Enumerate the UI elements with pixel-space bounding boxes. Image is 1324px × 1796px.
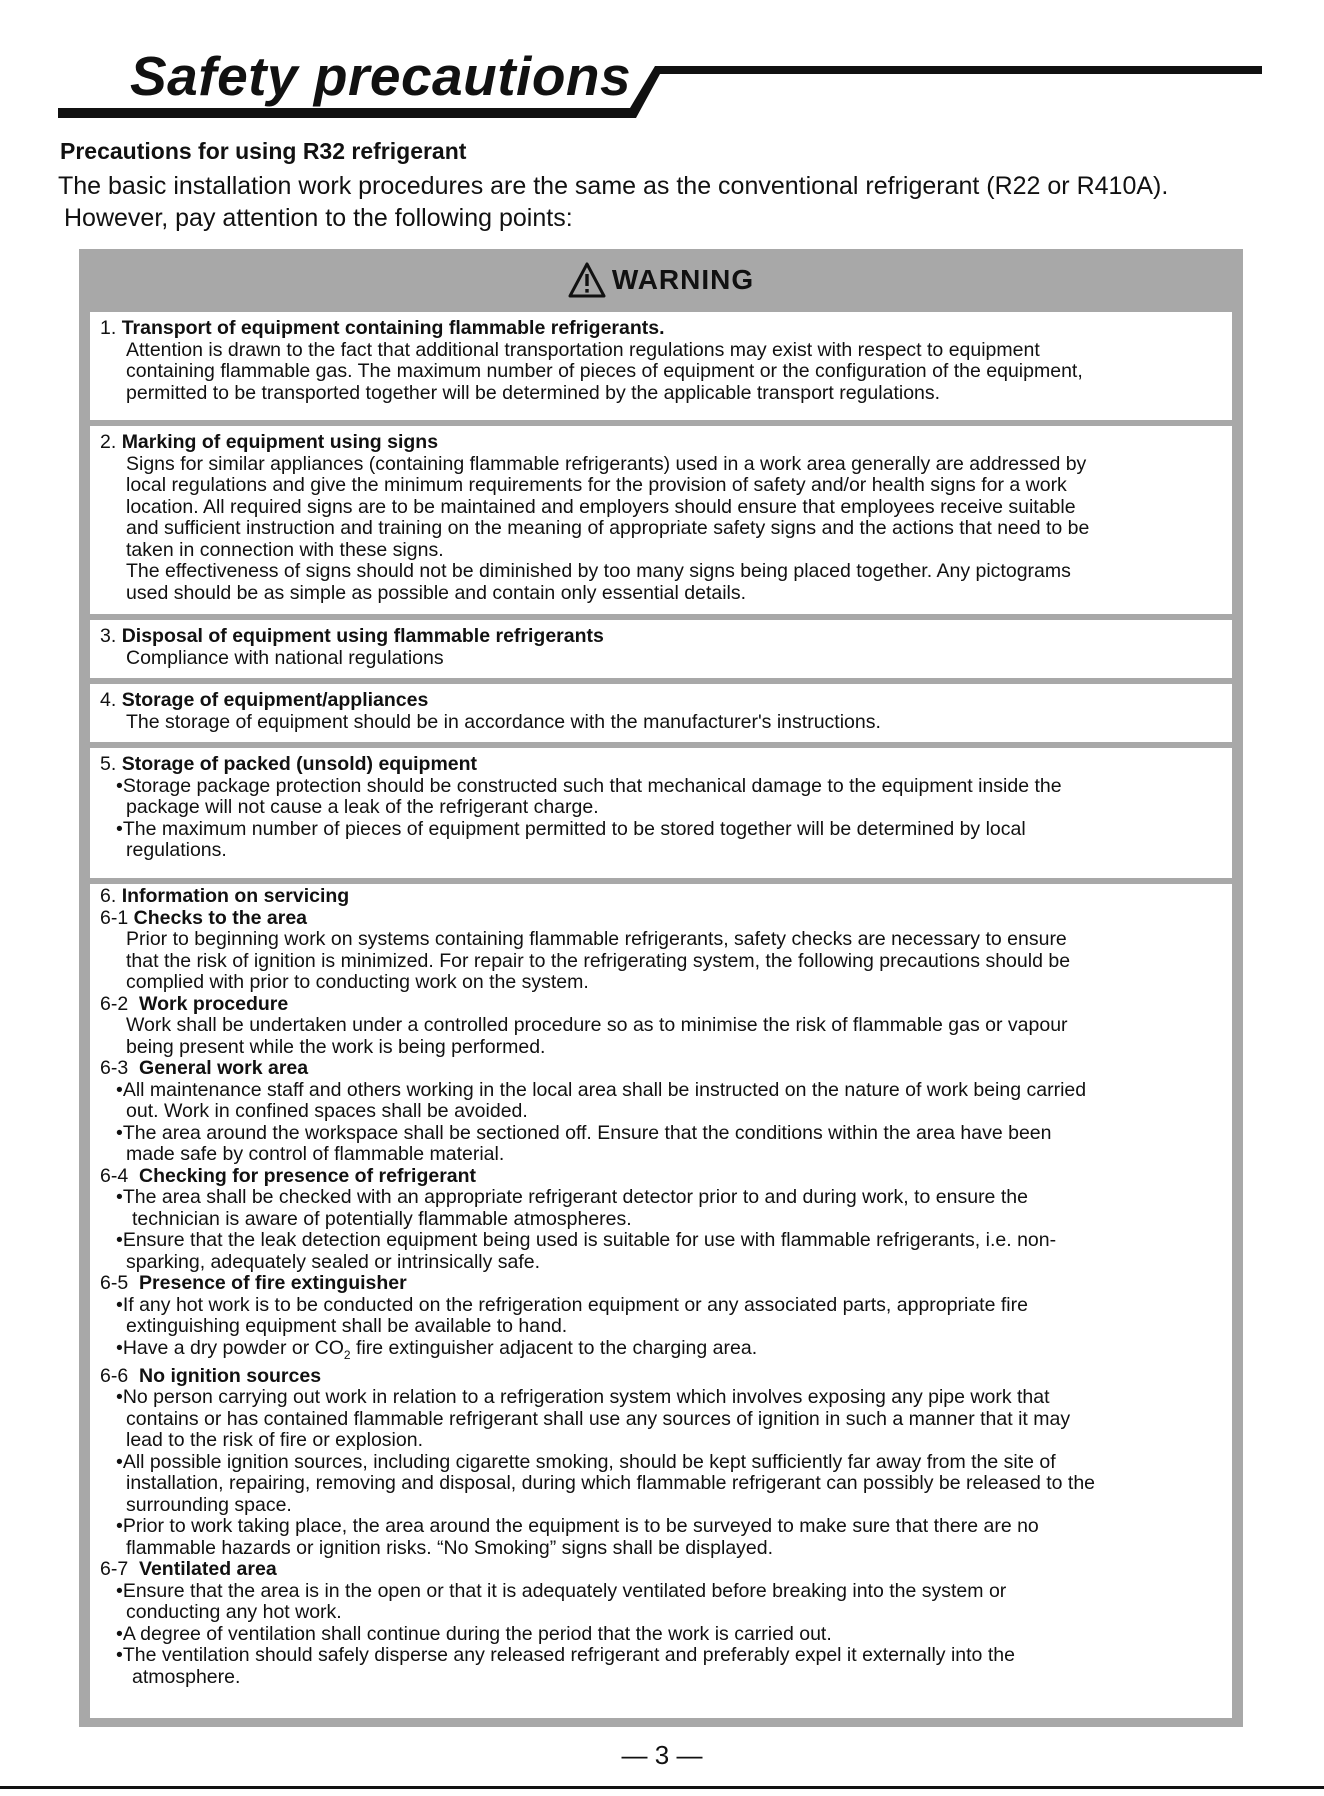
bullet-continuation: surrounding space.	[126, 1493, 292, 1516]
body-line: Attention is drawn to the fact that additional transportation regulations may exist with respect to equipment	[126, 338, 1040, 361]
item-body	[100, 454, 1232, 605]
item-body	[100, 712, 1232, 734]
subsection-number: 6-5	[100, 1272, 129, 1294]
body-line: Prior to beginning work on systems containing flammable refrigerants, safety checks are necessary to ensure	[126, 928, 1067, 950]
bullet-line: •The ventilation should safely disperse any released refrigerant and preferably expel it externally into the	[116, 1644, 1015, 1667]
body-line: used should be as simple as possible and contain only essential details.	[126, 581, 747, 604]
body-line: local regulations and give the minimum requirements for the provision of safety and/or health signs for a work	[126, 474, 1067, 496]
intro-paragraph	[58, 170, 1308, 234]
bullet-continuation: made safe by control of flammable material.	[126, 1143, 505, 1165]
item-number: 5.	[100, 753, 117, 775]
item-heading: Information on servicing	[121, 885, 350, 907]
bullet-line: •No person carrying out work in relation to a refrigeration system which involves exposing any pipe work that	[116, 1386, 1050, 1409]
bullet-continuation: regulations.	[126, 839, 227, 861]
subsection-number: 6-2	[100, 992, 129, 1015]
warning-title: WARNING	[611, 264, 755, 295]
subsection-heading: Work procedure	[139, 992, 289, 1015]
bullet-continuation: conducting any hot work.	[126, 1601, 342, 1624]
item-heading: Storage of equipment/appliances	[121, 689, 429, 711]
bullet-continuation: sparking, adequately sealed or intrinsically safe.	[126, 1250, 541, 1273]
item-number: 3.	[100, 625, 117, 647]
body-line: location. All required signs are to be maintained and employers should ensure that employees receive suitable	[126, 495, 1076, 518]
subsection-heading: Ventilated area	[139, 1558, 277, 1581]
subsection-number: 6-3	[100, 1057, 129, 1079]
subsection-title	[100, 1273, 1232, 1295]
bullet-line: •The area around the workspace shall be sectioned off. Ensure that the conditions within the area have been	[116, 1121, 1052, 1144]
item-number: 6.	[100, 885, 117, 907]
body-line: Signs for similar appliances (containing flammable refrigerants) used in a work area generally are addressed by	[126, 452, 1087, 475]
warning-item-servicing	[90, 884, 1232, 1718]
bullet-line: •If any hot work is to be conducted on the refrigeration equipment or any associated parts, appropriate fire	[116, 1293, 1028, 1316]
body-line: The storage of equipment should be in accordance with the manufacturer's instructions.	[126, 710, 881, 733]
subsection-heading: Checking for presence of refrigerant	[139, 1164, 477, 1187]
bullet-line: •Ensure that the area is in the open or that it is adequately ventilated before breaking into the system or	[116, 1579, 1007, 1602]
bullet-text: •Have a dry powder or CO	[116, 1336, 344, 1359]
bullet-line: •Ensure that the leak detection equipment being used is suitable for use with flammable refrigerants, i.e. non-	[116, 1229, 1057, 1251]
subsection-number: 6-7	[100, 1558, 129, 1581]
body-line: containing flammable gas. The maximum number of pieces of equipment or the configuration of the equipment,	[126, 360, 1083, 382]
body-line: permitted to be transported together will be determined by the applicable transport regulations.	[126, 381, 941, 404]
bullet-continuation: contains or has contained flammable refrigerant shall use any sources of ignition in such a manner that it may	[126, 1407, 1071, 1430]
body-line: and sufficient instruction and training on the meaning of appropriate safety signs and the actions that need to be	[126, 517, 1090, 539]
item-number: 2.	[100, 431, 117, 453]
bullet-continuation: extinguishing equipment shall be available to hand.	[126, 1315, 568, 1337]
section-subtitle: Precautions for using R32 refrigerant	[60, 138, 467, 164]
subsection-title	[100, 908, 1232, 930]
subsection-title	[100, 1058, 1232, 1080]
bullet-text: fire extinguisher adjacent to the charging area.	[350, 1336, 758, 1359]
subsection-heading: No ignition sources	[139, 1364, 322, 1387]
bullet-line: •The area shall be checked with an appropriate refrigerant detector prior to and during work, to ensure the	[116, 1186, 1028, 1208]
bullet-continuation: package will not cause a leak of the refrigerant charge.	[126, 796, 599, 818]
item-body	[100, 648, 1232, 670]
item-heading: Marking of equipment using signs	[121, 431, 439, 453]
bullet-continuation: technician is aware of potentially flammable atmospheres.	[132, 1207, 632, 1230]
page-header	[0, 0, 1324, 130]
bullet-line: •All maintenance staff and others working in the local area shall be instructed on the nature of work being carried	[116, 1078, 1087, 1101]
subsection-title	[100, 1366, 1232, 1388]
intro-line: The basic installation work procedures are the same as the conventional refrigerant (R22 or R410A).	[58, 172, 1169, 200]
bullet-line: •The maximum number of pieces of equipment permitted to be stored together will be determined by local	[116, 817, 1026, 840]
warning-header	[79, 252, 1243, 308]
bullet-line: •All possible ignition sources, including cigarette smoking, should be kept sufficiently far away from the site of	[116, 1450, 1056, 1473]
bullet-continuation: installation, repairing, removing and disposal, during which flammable refrigerant can possibly be released to the	[126, 1472, 1096, 1495]
item-body	[100, 340, 1232, 405]
subsection-heading: Presence of fire extinguisher	[139, 1272, 407, 1294]
bullet-line: •Storage package protection should be constructed such that mechanical damage to the equipment inside the	[116, 774, 1062, 797]
warning-item-transport	[90, 312, 1232, 420]
subsection-number: 6-6	[100, 1364, 129, 1387]
item-heading: Transport of equipment containing flammable refrigerants.	[121, 317, 665, 339]
item-number: 1.	[100, 317, 117, 339]
warning-item-packed-storage	[90, 748, 1232, 878]
warning-triangle-icon	[568, 262, 606, 298]
page-title: Safety precautions	[130, 45, 632, 107]
warning-item-marking	[90, 426, 1232, 614]
intro-line: However, pay attention to the following points:	[64, 204, 573, 232]
body-line: that the risk of ignition is minimized. For repair to the refrigerating system, the following precautions should be	[126, 949, 1071, 972]
warning-item-disposal	[90, 620, 1232, 678]
body-line: Compliance with national regulations	[126, 646, 444, 669]
page-number: — 3 —	[621, 1740, 703, 1770]
bullet-line: •A degree of ventilation shall continue during the period that the work is carried out.	[116, 1622, 832, 1645]
bottom-rule	[0, 1786, 1324, 1789]
subscript-text: 2	[343, 1347, 351, 1362]
bullet-line: •Prior to work taking place, the area around the equipment is to be surveyed to make sure that there are no	[116, 1515, 1039, 1538]
body-line: Work shall be undertaken under a controlled procedure so as to minimise the risk of flammable gas or vapour	[126, 1014, 1068, 1036]
subsection-title	[100, 1166, 1232, 1188]
item-heading: Storage of packed (unsold) equipment	[121, 753, 478, 775]
body-line: being present while the work is being performed.	[126, 1035, 546, 1058]
item-number: 4.	[100, 689, 117, 711]
body-line: complied with prior to conducting work on the system.	[126, 971, 589, 993]
subsection-number: 6-1	[100, 906, 129, 929]
bullet-line	[100, 1338, 1232, 1366]
bullet-continuation: flammable hazards or ignition risks. “No Smoking” signs shall be displayed.	[126, 1536, 774, 1559]
bullet-continuation: lead to the risk of fire or explosion.	[126, 1429, 423, 1452]
subsection-number: 6-4	[100, 1164, 129, 1187]
body-line: The effectiveness of signs should not be diminished by too many signs being placed together. Any pictograms	[126, 560, 1071, 582]
subsection-title	[100, 994, 1232, 1016]
subsection-title	[100, 1559, 1232, 1581]
body-line: taken in connection with these signs.	[126, 538, 444, 561]
warning-item-storage	[90, 684, 1232, 742]
item-heading: Disposal of equipment using flammable refrigerants	[121, 625, 604, 647]
subsection-heading: Checks to the area	[133, 906, 308, 929]
bullet-continuation: atmosphere.	[132, 1665, 241, 1688]
subsection-heading: General work area	[139, 1057, 309, 1079]
bullet-continuation: out. Work in confined spaces shall be avoided.	[126, 1100, 528, 1122]
